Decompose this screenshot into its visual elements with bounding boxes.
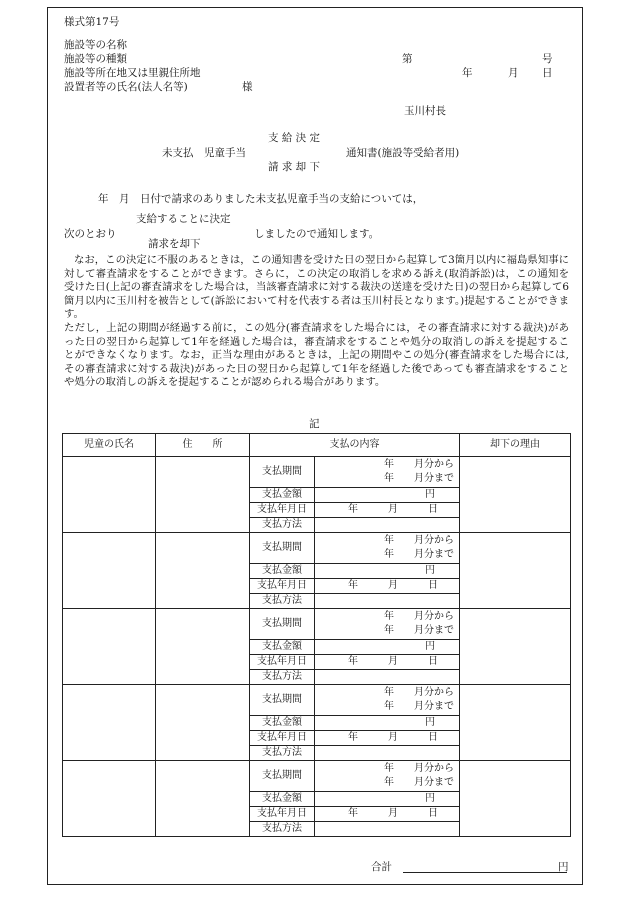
method-value[interactable] (315, 822, 460, 837)
amount-value[interactable] (315, 640, 460, 655)
period-to: 年 月分まで (384, 625, 454, 636)
date-label: 支払年月日 (250, 807, 315, 822)
issue-go: 号 (542, 53, 553, 65)
body-line2-suffix: しましたので通知します。 (254, 228, 380, 240)
body-option-reject: 請求を却下 (148, 238, 201, 250)
date-label: 支払年月日 (250, 579, 315, 594)
form-number: 様式第17号 (64, 16, 120, 28)
amount-value[interactable] (315, 716, 460, 731)
period-to: 年 月分まで (384, 777, 454, 788)
date-month: 月 (388, 580, 398, 591)
date-month: 月 (388, 732, 398, 743)
total-yen: 円 (558, 861, 569, 873)
method-label: 支払方法 (250, 670, 315, 685)
title-suffix: 通知書(施設等受給者用) (346, 147, 460, 159)
header-reject-reason: 却下の理由 (460, 434, 571, 457)
amount-label: 支払金額 (250, 564, 315, 579)
date-value[interactable] (315, 807, 460, 822)
notice-paragraph-2: ただし，上記の期間が経過する前に，この処分(審査請求をした場合には，その審査請求に対する裁決)があった日の翌日から起算して1年を経過した場合は，審査請求をすることや処分の取消しの訴えを提起することができなくなります。なお，正当な理由があるときは，上記の期間やこの処分(審査請求をした場合には,その審査請求に対する裁決)があった日の翌日から起算して1年を経過した後であっても審査請求をすることや処分の取消しの訴えを提起することが認められる場合があります。 (64, 322, 569, 389)
reject-reason-cell[interactable] (460, 457, 571, 533)
header-payment-content: 支払の内容 (250, 434, 460, 457)
date-value[interactable] (315, 503, 460, 518)
date-label: 支払年月日 (250, 655, 315, 670)
date-value[interactable] (315, 731, 460, 746)
date-year: 年 (348, 580, 358, 591)
reject-reason-cell[interactable] (460, 761, 571, 837)
date-month: 月 (388, 808, 398, 819)
period-from: 年 月分から (384, 535, 454, 546)
reject-reason-cell[interactable] (460, 609, 571, 685)
issue-day: 日 (542, 67, 553, 79)
record-row (63, 761, 571, 792)
child-name-cell[interactable] (63, 609, 156, 685)
amount-value[interactable] (315, 488, 460, 503)
amount-value[interactable] (315, 792, 460, 807)
period-value[interactable] (315, 457, 460, 488)
period-to: 年 月分まで (384, 473, 454, 484)
date-label: 支払年月日 (250, 731, 315, 746)
child-name-cell[interactable] (63, 761, 156, 837)
total-line (403, 872, 567, 873)
period-label: 支払期間 (250, 609, 315, 640)
address-cell[interactable] (156, 685, 250, 761)
reject-reason-cell[interactable] (460, 533, 571, 609)
body-line1: 年 月 日付で請求のありました未支払児童手当の支給については， (98, 193, 424, 205)
amount-yen: 円 (425, 641, 435, 652)
amount-yen: 円 (425, 565, 435, 576)
address-cell[interactable] (156, 761, 250, 837)
date-value[interactable] (315, 579, 460, 594)
date-year: 年 (348, 808, 358, 819)
body-line2-prefix: 次のとおり (64, 228, 117, 240)
period-to: 年 月分まで (384, 549, 454, 560)
facility-address-label: 施設等所在地又は里親住所地 (64, 67, 201, 79)
child-name-cell[interactable] (63, 533, 156, 609)
period-label: 支払期間 (250, 457, 315, 488)
founder-name-label: 設置者等の氏名(法人名等) (64, 81, 188, 93)
record-row (63, 457, 571, 488)
record-row (63, 609, 571, 640)
issue-month: 月 (508, 67, 519, 79)
method-value[interactable] (315, 670, 460, 685)
amount-value[interactable] (315, 564, 460, 579)
period-label: 支払期間 (250, 685, 315, 716)
notice-paragraph-1: なお，この決定に不服のあるときは，この通知書を受けた日の翌日から起算して3箇月以内に福島県知事に対して審査請求をすることができます。さらに，この決定の取消しを求める訴え(取消訴訟)は，この通知を受けた日(上記の審査請求をした場合は，当該審査請求に対する裁決の送達を受けた日)の翌日から起算して6箇月以内に玉川村を被告として(訴訟において村を代表する者は玉川村長となります。)提起することができます。 (64, 254, 569, 321)
table-header-row (63, 434, 571, 457)
amount-label: 支払金額 (250, 640, 315, 655)
method-value[interactable] (315, 594, 460, 609)
address-cell[interactable] (156, 457, 250, 533)
child-name-cell[interactable] (63, 685, 156, 761)
reject-reason-cell[interactable] (460, 685, 571, 761)
issue-year: 年 (462, 67, 473, 79)
table-body (63, 457, 571, 837)
date-month: 月 (388, 656, 398, 667)
issuer: 玉川村長 (404, 105, 446, 117)
period-label: 支払期間 (250, 761, 315, 792)
period-value[interactable] (315, 761, 460, 792)
method-label: 支払方法 (250, 594, 315, 609)
method-value[interactable] (315, 746, 460, 761)
amount-yen: 円 (425, 489, 435, 500)
title-option-decision: 支 給 決 定 (268, 132, 321, 144)
payment-table (62, 433, 571, 837)
date-year: 年 (348, 504, 358, 515)
method-label: 支払方法 (250, 518, 315, 533)
date-year: 年 (348, 656, 358, 667)
amount-yen: 円 (425, 793, 435, 804)
period-from: 年 月分から (384, 611, 454, 622)
header-address: 住 所 (156, 434, 250, 457)
date-day: 日 (428, 656, 438, 667)
period-value[interactable] (315, 685, 460, 716)
amount-label: 支払金額 (250, 488, 315, 503)
facility-name-label: 施設等の名称 (64, 39, 127, 51)
period-from: 年 月分から (384, 687, 454, 698)
date-value[interactable] (315, 655, 460, 670)
header-child-name: 児童の氏名 (63, 434, 156, 457)
amount-label: 支払金額 (250, 716, 315, 731)
facility-type-label: 施設等の種類 (64, 53, 127, 65)
date-label: 支払年月日 (250, 503, 315, 518)
period-label: 支払期間 (250, 533, 315, 564)
title-option-reject: 請 求 却 下 (268, 161, 321, 173)
period-to: 年 月分まで (384, 701, 454, 712)
date-day: 日 (428, 580, 438, 591)
address-cell[interactable] (156, 609, 250, 685)
period-value[interactable] (315, 609, 460, 640)
ki-mark: 記 (309, 418, 320, 430)
method-label: 支払方法 (250, 822, 315, 837)
address-cell[interactable] (156, 533, 250, 609)
child-name-cell[interactable] (63, 457, 156, 533)
period-from: 年 月分から (384, 763, 454, 774)
record-row (63, 533, 571, 564)
method-value[interactable] (315, 518, 460, 533)
period-from: 年 月分から (384, 459, 454, 470)
method-label: 支払方法 (250, 746, 315, 761)
amount-label: 支払金額 (250, 792, 315, 807)
date-day: 日 (428, 732, 438, 743)
issue-dai: 第 (402, 53, 413, 65)
honorific-sama: 様 (242, 81, 253, 93)
date-year: 年 (348, 732, 358, 743)
date-day: 日 (428, 808, 438, 819)
date-month: 月 (388, 504, 398, 515)
period-value[interactable] (315, 533, 460, 564)
record-row (63, 685, 571, 716)
amount-yen: 円 (425, 717, 435, 728)
date-day: 日 (428, 504, 438, 515)
title-main: 未支払 児童手当 (162, 147, 246, 159)
total-label: 合計 (371, 861, 392, 873)
body-option-decision: 支給することに決定 (136, 213, 231, 225)
